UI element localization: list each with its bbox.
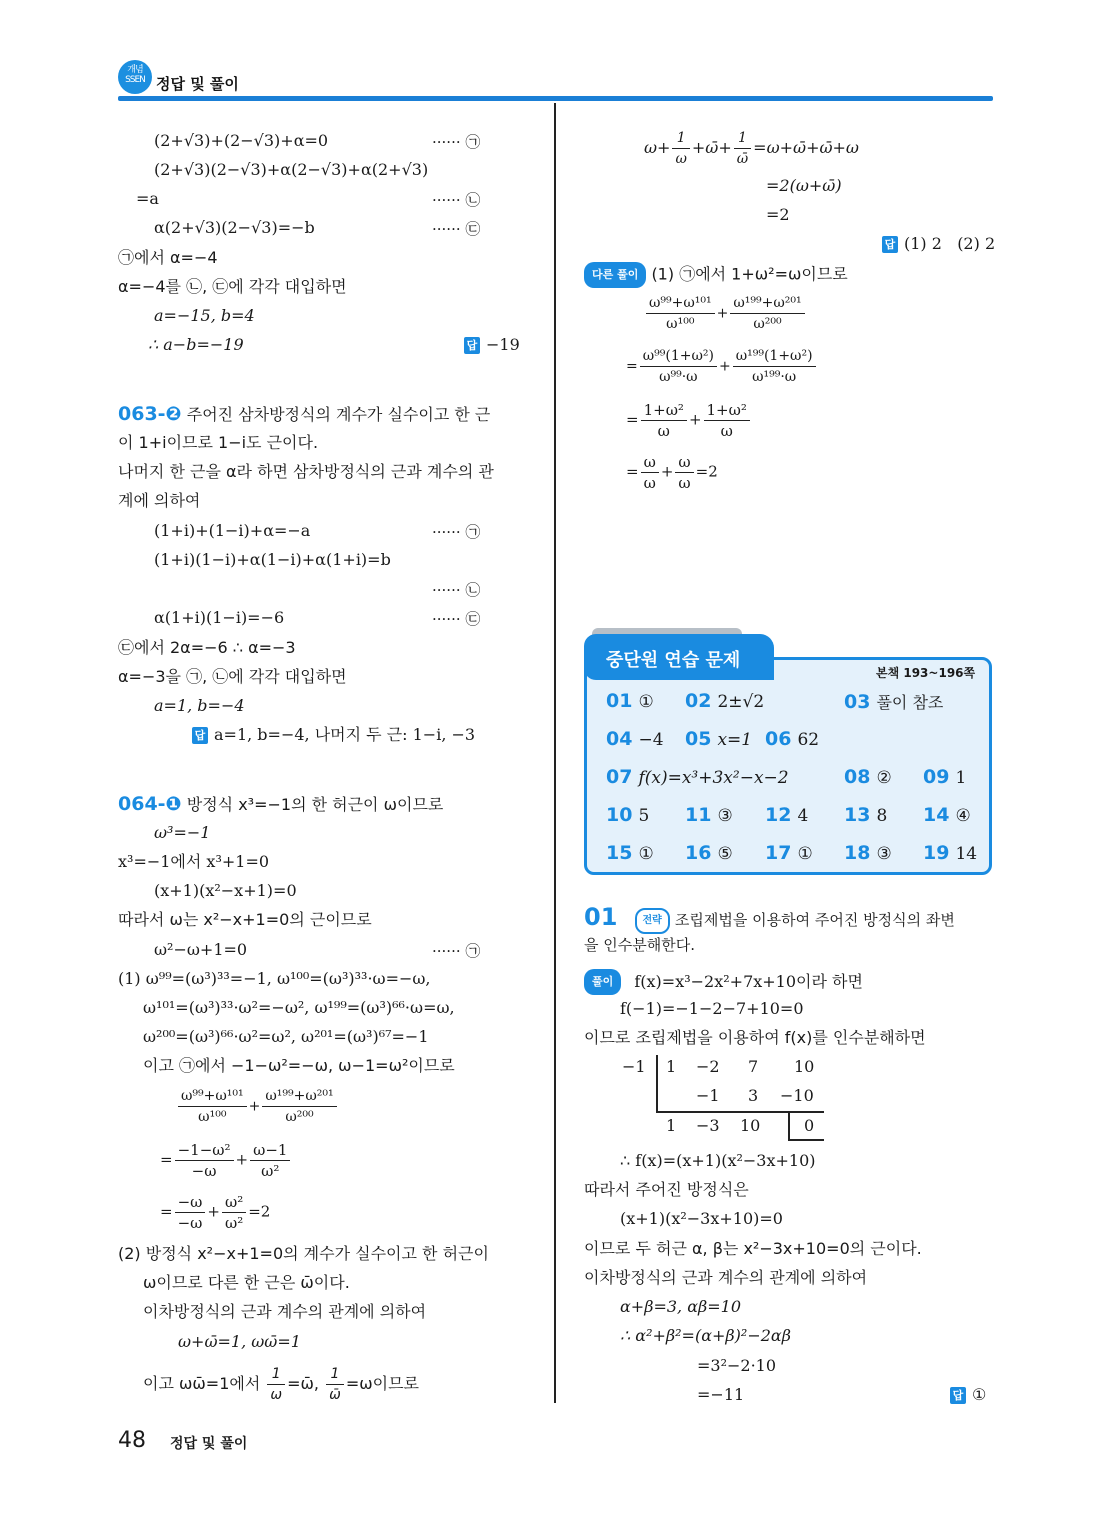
answer-number: 06 [765,728,792,750]
numerator: ω [641,452,659,473]
answer-badge-icon: 답 [464,337,480,354]
eq-line: α(1+i)(1−i)=−6 [154,608,285,627]
fraction-line: $\frac{\text{ω⁹⁹+ω¹⁰¹}}{\text{ω¹⁰⁰}}$ + $\frac{\text{ω¹⁹⁹+ω²⁰¹}}{\text{ω²⁰⁰}}$ [644,293,807,334]
eq-line: α+β=3, αβ=10 [620,1297,742,1316]
synthetic-division-table [620,1055,830,1145]
eq-line: α(2+√3)(2−√3)=−b [154,218,315,237]
answer-value: ⑤ [717,844,733,864]
cell: 0 [804,1116,815,1135]
numerator: 1 [326,1364,344,1385]
fraction [326,1364,344,1405]
eq-line: (1+i)(1−i)+α(1−i)+α(1+i)=b [154,550,391,569]
answer-number: 02 [685,690,712,712]
eq-line: x³=−1에서 x³+1=0 [118,852,270,871]
practice-answer [606,804,649,826]
cell: 7 [748,1057,759,1076]
cell: 1 [666,1057,677,1076]
text-line: 이차방정식의 근과 계수의 관계에 의하여 [584,1268,868,1287]
fraction [672,128,689,169]
alt-solution-header [584,262,848,288]
answer [950,1384,986,1406]
text-line: 이므로 조립제법을 이용하여 f(x)를 인수분해하면 [584,1028,926,1047]
text: ω+ [644,138,671,157]
answer-value: (1) 2 (2) 2 [904,234,996,253]
eq-line: ω³=−1 [154,823,211,842]
eq-line: ω+ω̄=1, ωω̄=1 [178,1332,301,1351]
practice-answer [923,766,966,788]
answer-value: 1 [955,768,967,788]
remainder-vline [788,1113,790,1139]
text: 방정식 x³=−1의 한 허근이 ω이므로 [186,795,444,814]
answer-number: 19 [923,842,950,864]
numerator: ω¹⁹⁹(1+ω²) [733,346,816,367]
practice-answer [844,842,892,864]
text-line: α=−3을 ㉠, ㉡에 각각 대입하면 [118,667,347,686]
practice-answer [685,728,752,750]
eq-line: (2+√3)+(2−√3)+α=0 [154,131,329,150]
practice-answer [765,804,808,826]
answer-value: f(x)=x³+3x²−x−2 [638,768,789,788]
page-number: 48 [118,1428,146,1453]
answer-number: 07 [606,766,633,788]
practice-answer [685,804,733,826]
denominator: ω⁹⁹·ω [659,369,698,385]
text-line: 을 인수분해한다. [584,936,695,954]
denominator: ω¹⁰⁰ [198,1109,227,1125]
text: +ω̄+ [691,138,732,157]
fraction [641,452,659,493]
eq-line: f(−1)=−1−2−7+10=0 [620,999,804,1018]
header-rule [118,96,993,101]
strategy-pill: 전략 [635,908,670,934]
fraction-line: $\frac{\text{ω⁹⁹+ω¹⁰¹}}{\text{ω¹⁰⁰}}$ + $\frac{\text{ω¹⁹⁹+ω²⁰¹}}{\text{ω²⁰⁰}}$ [176,1086,339,1127]
eq-line: (x+1)(x²−3x+10)=0 [620,1209,783,1228]
numerator: ω⁹⁹+ω¹⁰¹ [646,293,715,314]
denominator: ω [678,474,691,492]
fraction-line: = $\frac{\omega}{\omega}$ + $\frac{\omega}{\omega}$ =2 [626,453,718,492]
answer-badge-icon: 답 [192,727,208,744]
denominator: ω² [224,1214,244,1232]
answer-number: 04 [606,728,633,750]
answer-badge-icon: 답 [882,236,898,253]
answer-number: 03 [844,691,871,713]
fraction [704,400,750,441]
denominator: ω̄ [736,151,749,167]
eq-line: a=1, b=−4 [154,696,245,715]
text-line: ㉠에서 α=−4 [118,248,218,267]
remainder-hline [788,1139,824,1141]
answer-number: 14 [923,804,950,826]
answer [882,233,995,255]
practice-answer [844,804,887,826]
answer-value: −19 [486,335,520,354]
numerator: ω¹⁹⁹+ω²⁰¹ [730,293,804,314]
solution-pill: 풀이 [584,969,621,995]
text: (1) ㉠에서 1+ω²=ω이므로 [651,264,848,284]
divisor: −1 [622,1057,646,1076]
answer-value: 8 [876,806,888,826]
cell: 10 [794,1057,815,1076]
fraction [262,1086,336,1127]
denominator: ω [675,151,687,167]
eq-mark: ······ ㉠ [432,133,481,151]
eq-line: =2(ω+ω̄) [766,176,842,195]
table-vline [656,1055,658,1111]
text-line: 이므로 두 허근 α, β는 x²−3x+10=0의 근이다. [584,1239,922,1258]
answer-number: 05 [685,728,712,750]
practice-answer [923,842,977,864]
numerator: ω⁹⁹+ω¹⁰¹ [178,1086,247,1107]
fraction-line: = $\frac{\text{−1−ω²}}{-\omega}$ + $\frac{\omega-1}{\text{ω²}}$ [160,1140,292,1181]
numerator: 1 [734,128,751,149]
eq-line: (1) ω⁹⁹=(ω³)³³=−1, ω¹⁰⁰=(ω³)³³·ω=−ω, [118,969,431,988]
cell: −10 [780,1086,814,1105]
answer-value: 2±√2 [717,692,765,712]
logo-bottom-text: SSEN [125,75,145,85]
answer-number: 15 [606,842,633,864]
practice-answer [685,842,733,864]
numerator: 1+ω² [641,400,687,421]
answer-value: ③ [717,806,733,826]
text: =ω이므로 [345,1374,420,1393]
text: 조립제법을 이용하여 주어진 방정식의 좌변 [674,911,955,929]
practice-box-title: 중단원 연습 문제 [584,634,774,680]
denominator: ω̄ [329,1387,341,1403]
answer-value: ① [972,1385,987,1404]
answer-value: 풀이 참조 [876,693,944,712]
denominator: ω [270,1387,283,1403]
answer-value: −4 [638,730,664,750]
text: 이고 ωω̄=1에서 [143,1374,261,1393]
text: 주어진 삼차방정식의 계수가 실수이고 한 근 [186,405,491,424]
problem-header [118,793,443,816]
practice-box-reference: 본책 193~196쪽 [876,666,976,680]
fraction [267,1364,285,1405]
fraction [175,1192,206,1233]
eq-line: ∴ a−b=−19 [148,335,244,354]
fraction [646,293,715,334]
table-hline [656,1111,824,1113]
numerator: 1+ω² [704,400,750,421]
denominator: ω [657,422,670,440]
fraction [222,1192,246,1233]
numerator: ω [675,452,693,473]
eq-line: =3²−2·10 [697,1356,777,1375]
answer [464,334,520,356]
footer-title: 정답 및 풀이 [170,1436,248,1452]
eq-mark: ······ ㉠ [432,523,481,541]
eq-line: =−11 [697,1385,745,1404]
denominator: ω [643,474,656,492]
answer-value: x=1 [717,730,753,750]
eq-line: (x+1)(x²−x+1)=0 [154,881,297,900]
text-line: 나머지 한 근을 α라 하면 삼차방정식의 근과 계수의 관 [118,462,494,481]
text-line: 이차방정식의 근과 계수의 관계에 의하여 [143,1302,427,1321]
text-line: 따라서 주어진 방정식은 [584,1180,749,1199]
eq-line: ω²−ω+1=0 [154,940,248,959]
cell: −3 [696,1116,720,1135]
answer-number: 09 [923,766,950,788]
fraction [641,400,687,441]
answer-value: a=1, b=−4, 나머지 두 근: 1−i, −3 [214,725,476,744]
answer-value: 4 [797,806,809,826]
result: =2 [248,1202,271,1221]
fraction [730,293,804,334]
solution-header [584,903,955,934]
denominator: ω¹⁰⁰ [666,316,695,332]
text-line: 계에 의하여 [118,491,201,510]
numerator: ω² [222,1192,246,1213]
answer-number: 10 [606,804,633,826]
practice-answer [606,766,789,788]
eq-mark: ······ ㉢ [432,610,481,628]
answer-number: 17 [765,842,792,864]
denominator: −ω [191,1162,217,1180]
denominator: −ω [177,1214,203,1232]
eq-line: a=−15, b=4 [154,306,255,325]
eq-line: (1+i)+(1−i)+α=−a [154,521,311,540]
answer-value: ② [876,768,892,788]
denominator: ω² [261,1162,280,1180]
practice-answer [606,728,664,750]
eq-mark: ······ ㉢ [432,220,481,238]
alt-solution-pill: 다른 풀이 [584,262,646,288]
practice-answer [923,804,971,826]
practice-answer [844,690,943,713]
text-line: 이 1+i이므로 1−i도 근이다. [118,433,319,452]
text-line: 이고 ㉠에서 −1−ω²=−ω, ω−1=ω²이므로 [143,1056,455,1075]
eq-line: ω²⁰⁰=(ω³)⁶⁶·ω²=ω², ω²⁰¹=(ω³)⁶⁷=−1 [143,1027,429,1046]
text-line: ㉢에서 2α=−6 ∴ α=−3 [118,638,296,657]
fraction [250,1140,290,1181]
denominator: ω²⁰⁰ [753,316,782,332]
answer-number: 11 [685,804,712,826]
fraction [178,1086,247,1127]
text-line: α=−4를 ㉡, ㉢에 각각 대입하면 [118,277,347,296]
numerator: ω−1 [250,1140,290,1161]
eq-mark: ······ ㉡ [432,581,481,599]
problem-number: 01 [584,903,618,931]
eq-line: =2 [766,205,790,224]
answer-number: 18 [844,842,871,864]
answer-number: 13 [844,804,871,826]
answer-number: 16 [685,842,712,864]
numerator: −1−ω² [175,1140,234,1161]
answer-value: ③ [876,844,892,864]
numerator: ω⁹⁹(1+ω²) [640,346,717,367]
cell: −2 [696,1057,720,1076]
answer-number: 01 [606,690,633,712]
answer-value: ④ [955,806,971,826]
text-line: (2) 방정식 x²−x+1=0의 계수가 실수이고 한 허근이 [118,1244,489,1263]
practice-answer [685,690,764,712]
practice-answer [765,842,813,864]
text-line [143,1364,419,1405]
cell: 3 [748,1086,759,1105]
text: =ω+ω̄+ω̄+ω [753,138,859,157]
answer-number: 08 [844,766,871,788]
brand-logo [118,60,152,94]
column-divider [554,103,556,1403]
denominator: ω²⁰⁰ [285,1109,314,1125]
answer-number: 12 [765,804,792,826]
cell: −1 [696,1086,720,1105]
text-line: ω이므로 다른 한 근은 ω̄이다. [143,1273,350,1292]
answer [192,724,475,746]
eq-line: =a [136,189,159,208]
answer-value: 62 [797,730,820,750]
fraction [175,1140,234,1181]
practice-answer [606,690,654,712]
answer-value: ① [638,692,654,712]
fraction [733,346,816,387]
eq-line: ∴ α²+β²=(α+β)²−2αβ [620,1326,791,1345]
fraction-line [644,128,859,169]
answer-value: ① [638,844,654,864]
practice-answer [765,728,819,750]
problem-number: 064-❶ [118,793,182,815]
logo-top-text: 개념 [127,65,143,75]
answer-value: 14 [955,844,978,864]
eq-mark: ······ ㉡ [432,191,481,209]
denominator: ω [720,422,733,440]
eq-line: ∴ f(x)=(x+1)(x²−3x+10) [620,1151,816,1170]
problem-header [118,403,490,426]
answer-badge-icon: 답 [950,1387,966,1404]
eq-mark: ······ ㉠ [432,942,481,960]
text-line: 따라서 ω는 x²−x+1=0의 근이므로 [118,910,372,929]
eq-line: ω¹⁰¹=(ω³)³³·ω²=−ω², ω¹⁹⁹=(ω³)⁶⁶·ω=ω, [143,998,455,1017]
header-title: 정답 및 풀이 [156,75,239,93]
solution-line [584,969,863,995]
cell: 10 [740,1116,761,1135]
practice-answer [844,766,892,788]
fraction [675,452,693,493]
result: =2 [695,462,718,481]
numerator: ω¹⁹⁹+ω²⁰¹ [262,1086,336,1107]
numerator: 1 [672,128,689,149]
fraction-line: = $\frac{-\omega}{-\omega}$ + $\frac{\text{ω²}}{\text{ω²}}$ =2 [160,1193,271,1232]
answer-value: 5 [638,806,650,826]
answer-value: ① [797,844,813,864]
eq-line: (2+√3)(2−√3)+α(2−√3)+α(2+√3) [154,160,429,179]
fraction-line: = $\frac{\text{1+ω²}}{\omega}$ + $\frac{\text{1+ω²}}{\omega}$ [626,400,752,441]
fraction-line: = $\frac{\text{ω⁹⁹(1+ω²)}}{\text{ω⁹⁹·ω}}$ + $\frac{\text{ω¹⁹⁹(1+ω²)}}{\text{ω¹⁹⁹·ω}}$ [626,346,818,387]
problem-number: 063-❷ [118,403,182,425]
numerator: 1 [267,1364,285,1385]
fraction [640,346,717,387]
text: f(x)=x³−2x²+7x+10이라 하면 [634,971,863,991]
fraction [734,128,751,169]
cell: 1 [666,1116,677,1135]
page-header [118,60,993,102]
text: =ω̄, [287,1374,320,1393]
denominator: ω¹⁹⁹·ω [752,369,797,385]
practice-answer [606,842,654,864]
numerator: −ω [175,1192,206,1213]
